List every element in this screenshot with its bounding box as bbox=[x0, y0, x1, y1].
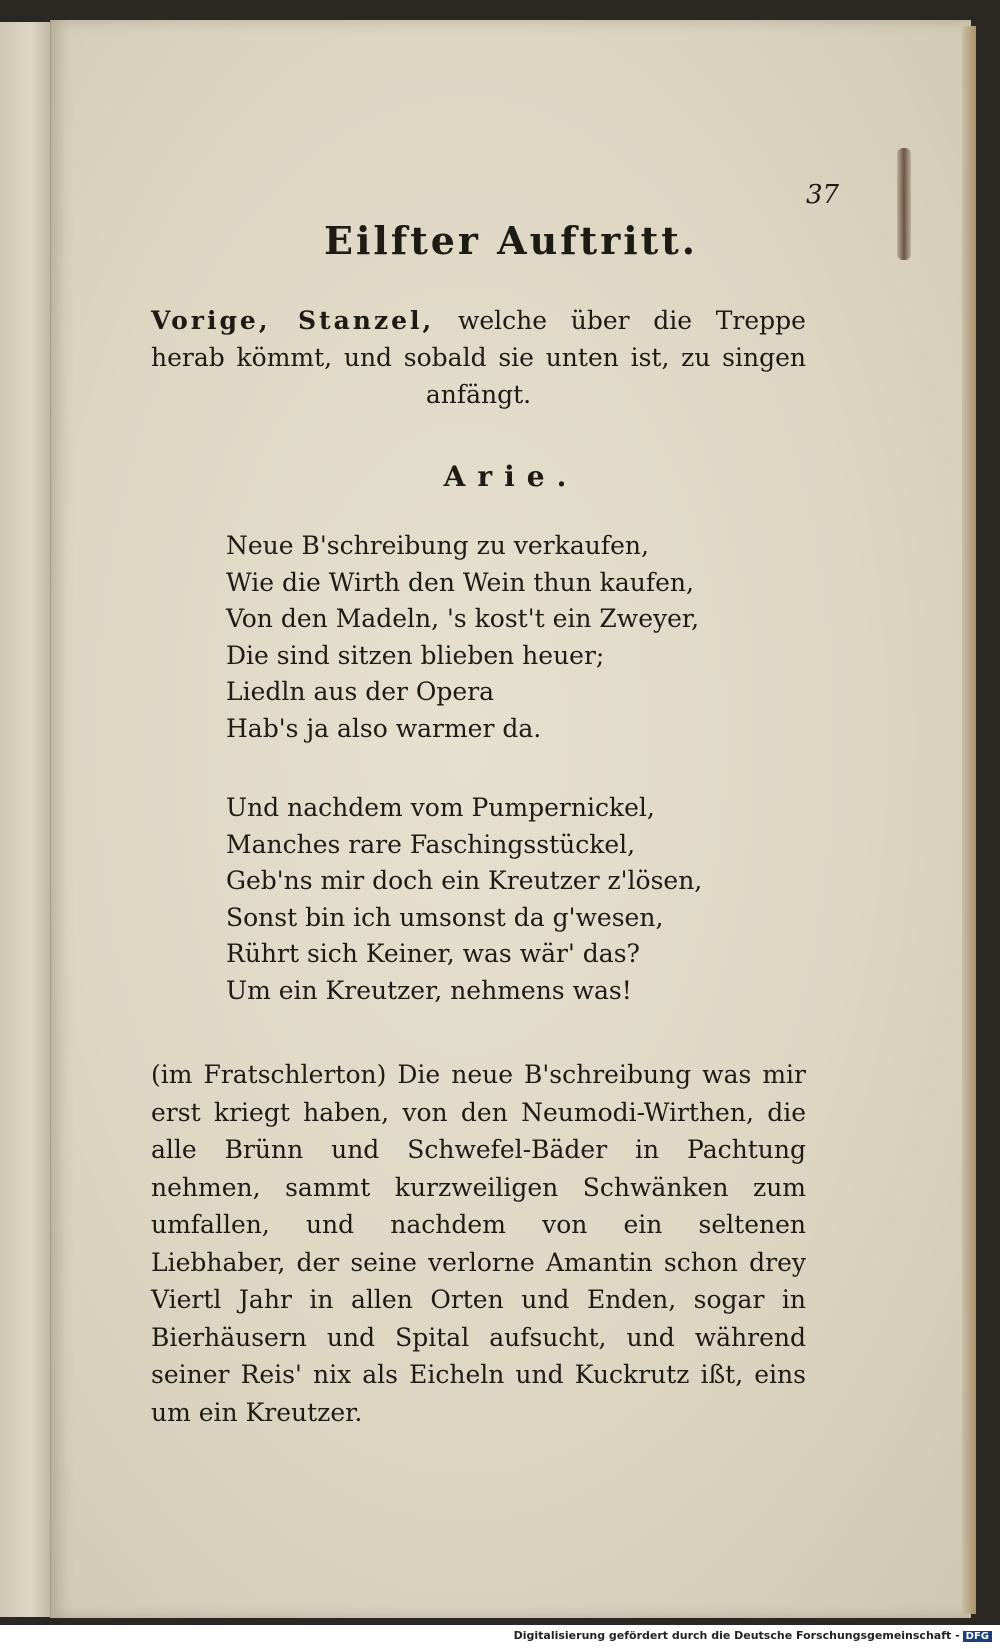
verse-line: Liedln aus der Opera bbox=[226, 677, 495, 707]
stanza-1 bbox=[226, 528, 786, 748]
verse-line: Sonst bin ich umsonst da g'wesen, bbox=[226, 902, 664, 932]
verse-line: Hab's ja also warmer da. bbox=[226, 713, 542, 743]
book-page bbox=[50, 20, 971, 1618]
stage-direction-characters: Vorige, Stanzel, bbox=[151, 306, 435, 335]
verse-line: Und nachdem vom Pumpernickel, bbox=[226, 793, 655, 822]
page-number: 37 bbox=[806, 180, 840, 210]
digitization-footer bbox=[0, 1625, 1000, 1649]
verse-line: Neue B'schreibung zu verkaufen, bbox=[226, 531, 649, 560]
funding-credit bbox=[514, 1629, 992, 1642]
verse-line: Von den Madeln, 's kost't ein Zweyer, bbox=[226, 604, 700, 634]
stanza-2 bbox=[226, 790, 786, 1010]
aria-title: Arie. bbox=[443, 460, 579, 493]
verse-line: Manches rare Faschingsstückel, bbox=[226, 829, 636, 859]
previous-page-edge bbox=[0, 22, 54, 1617]
stage-direction bbox=[151, 302, 806, 413]
verse-line: Geb'ns mir doch ein Kreutzer z'lösen, bbox=[226, 866, 703, 896]
verse-line: Um ein Kreutzer, nehmens was! bbox=[226, 975, 632, 1005]
dfg-logo-badge: DFG bbox=[963, 1631, 992, 1642]
scene-heading: Eilfter Auftritt. bbox=[324, 218, 698, 263]
funding-credit-text: Digitalisierung gefördert durch die Deutsche Forschungsgemeinschaft - bbox=[513, 1629, 960, 1642]
verse-line: Rührt sich Keiner, was wär' das? bbox=[226, 939, 640, 969]
stage-direction-text: welche über die Treppe herab kömmt, und sobald sie unten ist, zu singen anfängt. bbox=[151, 306, 806, 409]
page-block-edge bbox=[962, 26, 976, 1614]
verse-line: Die sind sitzen blieben heuer; bbox=[226, 640, 605, 670]
verse-line: Wie die Wirth den Wein thun kaufen, bbox=[226, 567, 694, 597]
prose-paragraph: (im Fratschlerton) Die neue B'schreibung was mir erst kriegt haben, von den Neumodi-Wirthen, die alle Brünn und Schwefel-Bäder in Pachtung nehmen, sammt kurzweiligen Schwänken zum umfallen, und nachdem von ein seltenen Liebhaber, der seine verlorne Amantin schon drey Viertl Jahr in allen Orten und Enden, sogar in Bierhäusern und Spital aufsucht, und während seiner Reis' nix als Eicheln und Kuckrutz ißt, eins um ein Kreutzer. bbox=[151, 1060, 806, 1427]
